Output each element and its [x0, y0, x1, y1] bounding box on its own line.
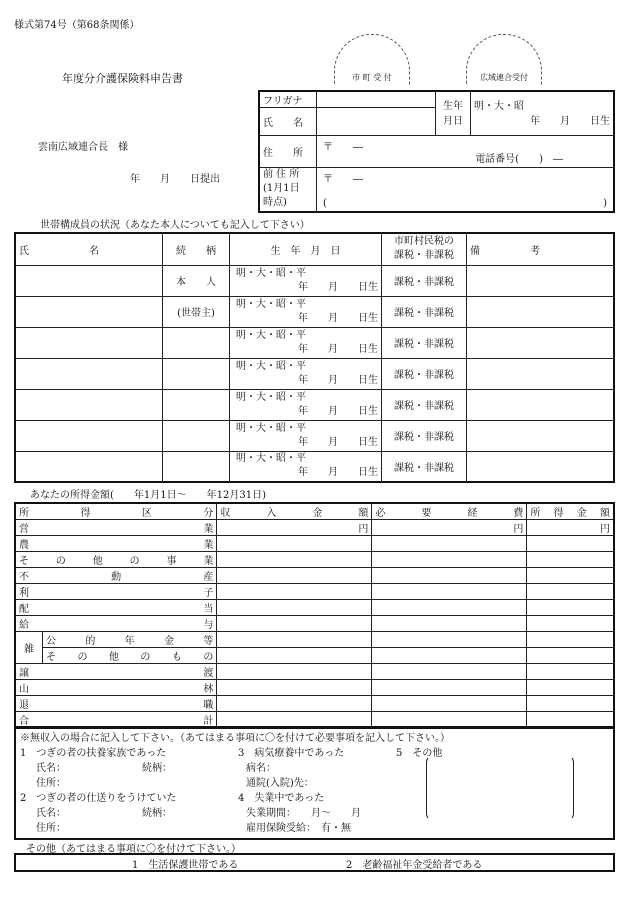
income-row	[15, 632, 614, 648]
income-row	[15, 520, 614, 536]
revenue-field[interactable]	[217, 552, 372, 568]
member-remarks-field[interactable]	[467, 265, 615, 296]
income-field[interactable]	[527, 536, 614, 552]
option-unemployed[interactable]: 4 失業中であった	[238, 793, 325, 804]
income-row	[15, 648, 614, 664]
furigana-field[interactable]	[317, 91, 436, 108]
birthdate-field[interactable]: 明・大・昭 年 月 日生	[471, 91, 615, 136]
income-header-expenses: 必要経費	[372, 503, 527, 520]
expenses-field[interactable]	[372, 584, 527, 600]
expenses-field[interactable]	[372, 632, 527, 648]
income-field[interactable]	[527, 648, 614, 664]
household-header-name: 氏 名	[15, 233, 163, 265]
member-name-field[interactable]	[15, 451, 163, 482]
household-row	[15, 389, 614, 420]
form-title: 年度分介護保険料申告書	[62, 72, 183, 85]
city-receipt-label: 市 町 受 付	[352, 73, 392, 82]
income-category: 給与	[15, 616, 217, 632]
option-dependent[interactable]: 1 つぎの者の扶養家族であった	[20, 748, 167, 759]
other-box	[14, 853, 615, 872]
member-relation	[163, 420, 230, 451]
member-relation: 本 人	[163, 265, 230, 296]
household-row	[15, 296, 614, 327]
income-field[interactable]	[527, 552, 614, 568]
option-welfare[interactable]: 1 生活保護世帯である	[132, 860, 239, 871]
member-tax-status[interactable]: 課税・非課税	[382, 265, 467, 296]
other-detail-bracket[interactable]	[426, 756, 574, 820]
supporter-relation-label: 続柄：	[142, 808, 172, 819]
income-row	[15, 536, 614, 552]
income-field[interactable]	[527, 568, 614, 584]
member-name-field[interactable]	[15, 358, 163, 389]
revenue-field[interactable]: 円	[217, 520, 372, 536]
name-label: 氏 名	[259, 108, 317, 136]
income-header-revenue: 収入金額	[217, 503, 372, 520]
no-income-title: ※無収入の場合に記入して下さい。（あてはまる事項に〇を付けて必要事項を記入して下さい。）	[20, 733, 450, 744]
member-remarks-field[interactable]	[467, 358, 615, 389]
submission-date: 年 月 日提出	[130, 174, 220, 185]
member-tax-status[interactable]: 課税・非課税	[382, 420, 467, 451]
furigana-label: フリガナ	[259, 91, 317, 108]
income-row	[15, 600, 614, 616]
hospital-label: 通院(入院)先：	[246, 778, 314, 789]
household-row	[15, 265, 614, 296]
income-category: その他のもの	[43, 648, 217, 664]
member-remarks-field[interactable]	[467, 420, 615, 451]
option-illness[interactable]: 3 病気療養中であった	[238, 748, 345, 759]
income-table	[14, 502, 615, 729]
address-label: 住 所	[259, 136, 317, 168]
expenses-field[interactable]	[372, 696, 527, 712]
member-remarks-field[interactable]	[467, 389, 615, 420]
income-category: 不動産	[15, 568, 217, 584]
member-birthdate[interactable]: 明・大・昭・平 年 月 日生	[230, 451, 382, 482]
member-name-field[interactable]	[15, 296, 163, 327]
member-relation	[163, 327, 230, 358]
revenue-field[interactable]	[217, 600, 372, 616]
applicant-table	[258, 90, 615, 213]
member-relation	[163, 389, 230, 420]
member-birthdate[interactable]: 明・大・昭・平 年 月 日生	[230, 389, 382, 420]
revenue-field[interactable]	[217, 648, 372, 664]
income-category: 公的年金等	[43, 632, 217, 648]
address-field[interactable]: 〒 ― 電話番号( ) ―	[317, 136, 615, 168]
phone-label: 電話番号( ) ―	[475, 154, 563, 165]
form-number: 様式第74号（第68条関係）	[14, 20, 140, 31]
expenses-field[interactable]	[372, 616, 527, 632]
income-field[interactable]	[527, 680, 614, 696]
revenue-field[interactable]	[217, 680, 372, 696]
revenue-field[interactable]	[217, 536, 372, 552]
expenses-field[interactable]	[372, 680, 527, 696]
income-header-income: 所得金額	[527, 503, 614, 520]
household-row	[15, 327, 614, 358]
member-relation	[163, 358, 230, 389]
revenue-field[interactable]	[217, 696, 372, 712]
expenses-field[interactable]	[372, 600, 527, 616]
income-row	[15, 552, 614, 568]
expenses-field[interactable]	[372, 536, 527, 552]
income-category: 利子	[15, 584, 217, 600]
household-row	[15, 358, 614, 389]
income-category: 営業	[15, 520, 217, 536]
expenses-field[interactable]	[372, 648, 527, 664]
income-field[interactable]	[527, 616, 614, 632]
household-header-tax: 市町村民税の 課税・非課税	[382, 233, 467, 265]
income-field[interactable]	[527, 696, 614, 712]
expenses-field[interactable]	[372, 568, 527, 584]
member-tax-status[interactable]: 課税・非課税	[382, 389, 467, 420]
income-category: 退職	[15, 696, 217, 712]
household-header-birthdate: 生 年 月 日	[230, 233, 382, 265]
income-section-title: あなたの所得金額( 年1月1日～ 年12月31日)	[30, 490, 266, 501]
other-section-title: その他（あてはまる事項に〇を付けて下さい。）	[26, 844, 241, 855]
union-receipt-label: 広域連合受付	[480, 73, 528, 82]
income-category: 山林	[15, 680, 217, 696]
dependent-address-label: 住所：	[36, 778, 66, 789]
member-tax-status[interactable]: 課税・非課税	[382, 358, 467, 389]
income-field[interactable]	[527, 664, 614, 680]
member-birthdate[interactable]: 明・大・昭・平 年 月 日生	[230, 358, 382, 389]
birth-label: 生年 月日	[436, 91, 471, 136]
unemployed-period-label: 失業期間： 月～ 月	[246, 808, 361, 819]
revenue-field[interactable]	[217, 664, 372, 680]
income-category: 配当	[15, 600, 217, 616]
member-name-field[interactable]	[15, 420, 163, 451]
dependent-name-label: 氏名：	[36, 763, 66, 774]
supporter-address-label: 住所：	[36, 823, 66, 834]
income-field[interactable]: 円	[527, 520, 614, 536]
income-row	[15, 664, 614, 680]
household-header-remarks: 備 考	[467, 233, 615, 265]
member-birthdate[interactable]: 明・大・昭・平 年 月 日生	[230, 296, 382, 327]
household-section-title: 世帯構成員の状況（あなた本人についても記入して下さい）	[40, 220, 310, 231]
revenue-field[interactable]	[217, 632, 372, 648]
member-birthdate[interactable]: 明・大・昭・平 年 月 日生	[230, 327, 382, 358]
member-relation	[163, 451, 230, 482]
income-category: 合計	[15, 712, 217, 729]
income-category: 農業	[15, 536, 217, 552]
member-name-field[interactable]	[15, 265, 163, 296]
income-category: その他の事業	[15, 552, 217, 568]
city-receipt-stamp	[334, 34, 410, 85]
income-row	[15, 616, 614, 632]
member-remarks-field[interactable]	[467, 296, 615, 327]
supporter-name-label: 氏名：	[36, 808, 66, 819]
member-name-field[interactable]	[15, 327, 163, 358]
expenses-field[interactable]: 円	[372, 520, 527, 536]
expenses-field[interactable]	[372, 664, 527, 680]
household-row	[15, 451, 614, 482]
revenue-field[interactable]	[217, 584, 372, 600]
prev-address-label: 前 住 所 (1月1日 時点)	[259, 168, 317, 212]
member-tax-status[interactable]: 課税・非課税	[382, 451, 467, 482]
income-header-category: 所得区分	[15, 503, 217, 520]
member-tax-status[interactable]: 課税・非課税	[382, 296, 467, 327]
income-field[interactable]	[527, 600, 614, 616]
dependent-relation-label: 続柄：	[142, 763, 172, 774]
revenue-field[interactable]	[217, 616, 372, 632]
member-remarks-field[interactable]	[467, 451, 615, 482]
member-birthdate[interactable]: 明・大・昭・平 年 月 日生	[230, 265, 382, 296]
option-other[interactable]: 5 その他	[396, 748, 443, 759]
option-support[interactable]: 2 つぎの者の仕送りをうけていた	[20, 793, 177, 804]
income-row	[15, 584, 614, 600]
misc-label: 雑	[15, 632, 43, 664]
option-pension[interactable]: 2 老齢福祉年金受給者である	[346, 860, 483, 871]
member-remarks-field[interactable]	[467, 327, 615, 358]
member-name-field[interactable]	[15, 389, 163, 420]
income-field[interactable]	[527, 632, 614, 648]
name-field[interactable]	[317, 108, 436, 136]
disease-label: 病名：	[246, 763, 276, 774]
household-row	[15, 420, 614, 451]
union-receipt-stamp	[466, 34, 542, 85]
member-tax-status[interactable]: 課税・非課税	[382, 327, 467, 358]
recipient: 雲南広域連合長 様	[38, 142, 128, 153]
income-row	[15, 680, 614, 696]
income-field[interactable]	[527, 584, 614, 600]
income-category: 譲渡	[15, 664, 217, 680]
household-table	[14, 232, 615, 483]
member-relation: (世帯主)	[163, 296, 230, 327]
no-income-box	[14, 726, 615, 840]
member-birthdate[interactable]: 明・大・昭・平 年 月 日生	[230, 420, 382, 451]
revenue-field[interactable]	[217, 568, 372, 584]
household-header-relation: 続 柄	[163, 233, 230, 265]
income-row	[15, 696, 614, 712]
prev-address-field[interactable]: 〒 ― ( )	[317, 168, 615, 212]
unemployment-insurance-label: 雇用保険受給： 有・無	[246, 823, 351, 834]
expenses-field[interactable]	[372, 552, 527, 568]
income-row	[15, 568, 614, 584]
